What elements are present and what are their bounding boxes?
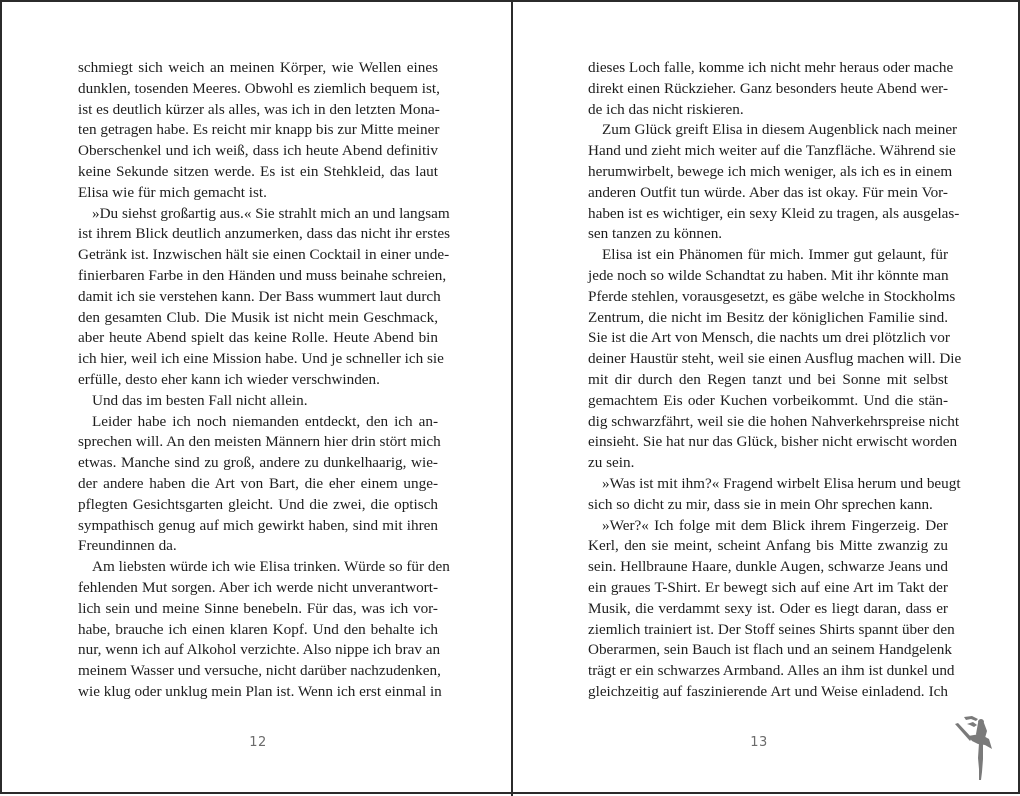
- text-line: Sie ist die Art von Mensch, die nachts um drei plötzlich vor: [588, 329, 950, 347]
- ballerina-icon: [952, 714, 1000, 782]
- text-line: gleichzeitig auf faszinierende Art und Weise einladend. Ich: [588, 682, 948, 700]
- text-line: Am liebsten würde ich wie Elisa trinken. Würde so für den: [92, 558, 450, 576]
- right-page: [513, 2, 1020, 796]
- text-line: pflegten Gesichtsgarten gleicht. Und die zwei, die optisch: [78, 495, 438, 513]
- text-line: »Was ist mit ihm?« Fragend wirbelt Elisa herum und beugt: [602, 474, 961, 492]
- text-line: fehlenden Mut sorgen. Aber ich werde nicht unverantwort-: [78, 578, 438, 596]
- text-line: sprechen will. An den meisten Männern hier drin stört mich: [78, 433, 441, 451]
- text-line: einsieht. Sie hat nur das Glück, bisher nicht erwischt worden: [588, 433, 958, 451]
- text-line: wie klug oder unklug mein Plan ist. Wenn ich erst einmal in: [78, 682, 442, 700]
- text-line: ist es deutlich kürzer als alles, was ich in den letzten Mona-: [78, 100, 440, 118]
- text-line: Oberarmen, sein Bauch ist flach und an seinem Handgelenk: [588, 641, 952, 659]
- text-line: aber heute Abend spielt das keine Rolle. Heute Abend bin: [78, 329, 438, 347]
- text-line: nur, wenn ich auf Alkohol verzichte. Also nippe ich brav an: [78, 641, 441, 659]
- text-line: dunklen, tosenden Meeres. Obwohl es ziemlich bequem ist,: [78, 79, 440, 97]
- text-line: sympathisch genug auf mich gewirkt haben, sind mit ihren: [78, 516, 438, 534]
- text-line: erfülle, desto eher kann ich wieder verschwinden.: [78, 370, 380, 388]
- text-line: »Du siehst großartig aus.« Sie strahlt mich an und langsam: [92, 204, 450, 222]
- paragraph: [588, 474, 961, 516]
- text-line: »Wer?« Ich folge mit dem Blick ihrem Fingerzeig. Der: [602, 516, 948, 534]
- left-page: [2, 2, 511, 796]
- text-line: Musik, die verdammt sexy ist. Oder es liegt daran, dass er: [588, 599, 948, 617]
- paragraph: [78, 557, 450, 703]
- text-line: de ich das nicht riskieren.: [588, 100, 744, 118]
- text-line: sein. Hellbraune Haare, dunkle Augen, schwarze Jeans und: [588, 558, 948, 576]
- text-line: dig schwarzfährt, weil sie die hohen Nahverkehrspreise nicht: [588, 412, 960, 430]
- paragraph: [78, 58, 438, 204]
- paragraph: [588, 58, 954, 120]
- text-line: Hand und zieht mich weiter auf die Tanzfläche. Während sie: [588, 142, 956, 160]
- text-line: habe, brauche ich einen klaren Kopf. Und den behalte ich: [78, 620, 438, 638]
- text-line: ten getragen habe. Es reicht mir knapp bis zur Mitte meiner: [78, 121, 440, 139]
- text-line: Elisa wie für mich gemacht ist.: [78, 183, 267, 201]
- text-line: mit dir durch den Regen tanzt und bei Sonne mit selbst: [588, 370, 948, 388]
- text-line: Zum Glück greift Elisa in diesem Augenblick nach meiner: [602, 121, 958, 139]
- right-page-text: [588, 58, 962, 703]
- text-line: ist ihrem Blick deutlich anzumerken, dass das nicht ihr erstes: [78, 225, 450, 243]
- text-line: jede noch so wilde Schandtat zu haben. Mit ihr könnte man: [588, 266, 949, 284]
- left-page-text: [78, 58, 450, 703]
- page-number-right: 13: [750, 735, 768, 750]
- text-line: sich so dicht zu mir, dass sie in mein Ohr sprechen kann.: [588, 495, 933, 513]
- text-line: anderen Outfit tun würde. Aber das ist okay. Für mein Vor-: [588, 183, 948, 201]
- text-line: ich hier, weil ich eine Mission habe. Und je schneller ich sie: [78, 350, 444, 368]
- text-line: ein graues T-Shirt. Er bewegt sich auf eine Art im Takt der: [588, 578, 948, 596]
- text-line: sen tanzen zu können.: [588, 225, 723, 243]
- text-line: deiner Haustür steht, weil sie einen Ausflug machen will. Die: [588, 350, 962, 368]
- text-line: Elisa ist ein Phänomen für mich. Immer gut gelaunt, für: [602, 246, 948, 264]
- text-line: gemachtem Eis oder Kuchen vorbeikommt. Und die stän-: [588, 391, 948, 409]
- text-line: keine Sekunde sitzen werde. Es ist ein Stehkleid, das laut: [78, 162, 438, 180]
- paragraph: [588, 120, 960, 245]
- paragraph: [588, 245, 962, 474]
- text-line: etwas. Manche sind zu groß, andere zu dunkelhaarig, wie-: [78, 454, 438, 472]
- text-line: Freundinnen da.: [78, 537, 177, 555]
- text-line: Und das im besten Fall nicht allein.: [92, 391, 308, 409]
- text-line: schmiegt sich weich an meinen Körper, wie Wellen eines: [78, 59, 438, 76]
- text-line: Leider habe ich noch niemanden entdeckt, den ich an-: [92, 412, 438, 430]
- text-line: damit ich sie verstehen kann. Der Bass wummert laut durch: [78, 287, 441, 305]
- paragraph: [78, 204, 450, 391]
- text-line: Pferde stehlen, vorausgesetzt, es gäbe welche in Stockholms: [588, 287, 956, 305]
- text-line: zu sein.: [588, 454, 635, 472]
- text-line: den gesamten Club. Die Musik ist nicht mein Geschmack,: [78, 308, 438, 326]
- text-line: trägt er ein schwarzes Armband. Alles an ihm ist dunkel und: [588, 662, 955, 680]
- text-line: Kerl, den sie meint, scheint Anfang bis Mitte zwanzig zu: [588, 537, 948, 555]
- text-line: Getränk ist. Inzwischen hält sie einen Cocktail in einer unde-: [78, 246, 450, 264]
- page-number-left: 12: [249, 735, 267, 750]
- text-line: der andere haben die Art von Bart, die eher einem unge-: [78, 474, 438, 492]
- text-line: meinem Wasser und versuche, nicht darüber nachzudenken,: [78, 662, 441, 680]
- text-line: direkt einen Rückzieher. Ganz besonders heute Abend wer-: [588, 79, 948, 97]
- paragraph: [588, 516, 955, 703]
- paragraph: [78, 412, 441, 558]
- text-line: Oberschenkel und ich weiß, dass ich heute Abend definitiv: [78, 142, 438, 160]
- text-line: lich sein und meine Sinne benebeln. Für das, was ich vor-: [78, 599, 438, 617]
- text-line: herumwirbelt, bewege ich mich weniger, als ich es in einem: [588, 162, 953, 180]
- text-line: dieses Loch falle, komme ich nicht mehr heraus oder mache: [588, 59, 954, 76]
- paragraph: [78, 391, 438, 412]
- text-line: haben ist es wichtiger, ein sexy Kleid zu tragen, als ausgelas-: [588, 204, 960, 222]
- text-line: ziemlich trainiert ist. Der Stoff seines Shirts spannt über den: [588, 620, 955, 638]
- text-line: finierbaren Farbe in den Händen und muss beinahe schreien,: [78, 266, 447, 284]
- text-line: Zentrum, die nicht im Besitz der königlichen Familie sind.: [588, 308, 948, 326]
